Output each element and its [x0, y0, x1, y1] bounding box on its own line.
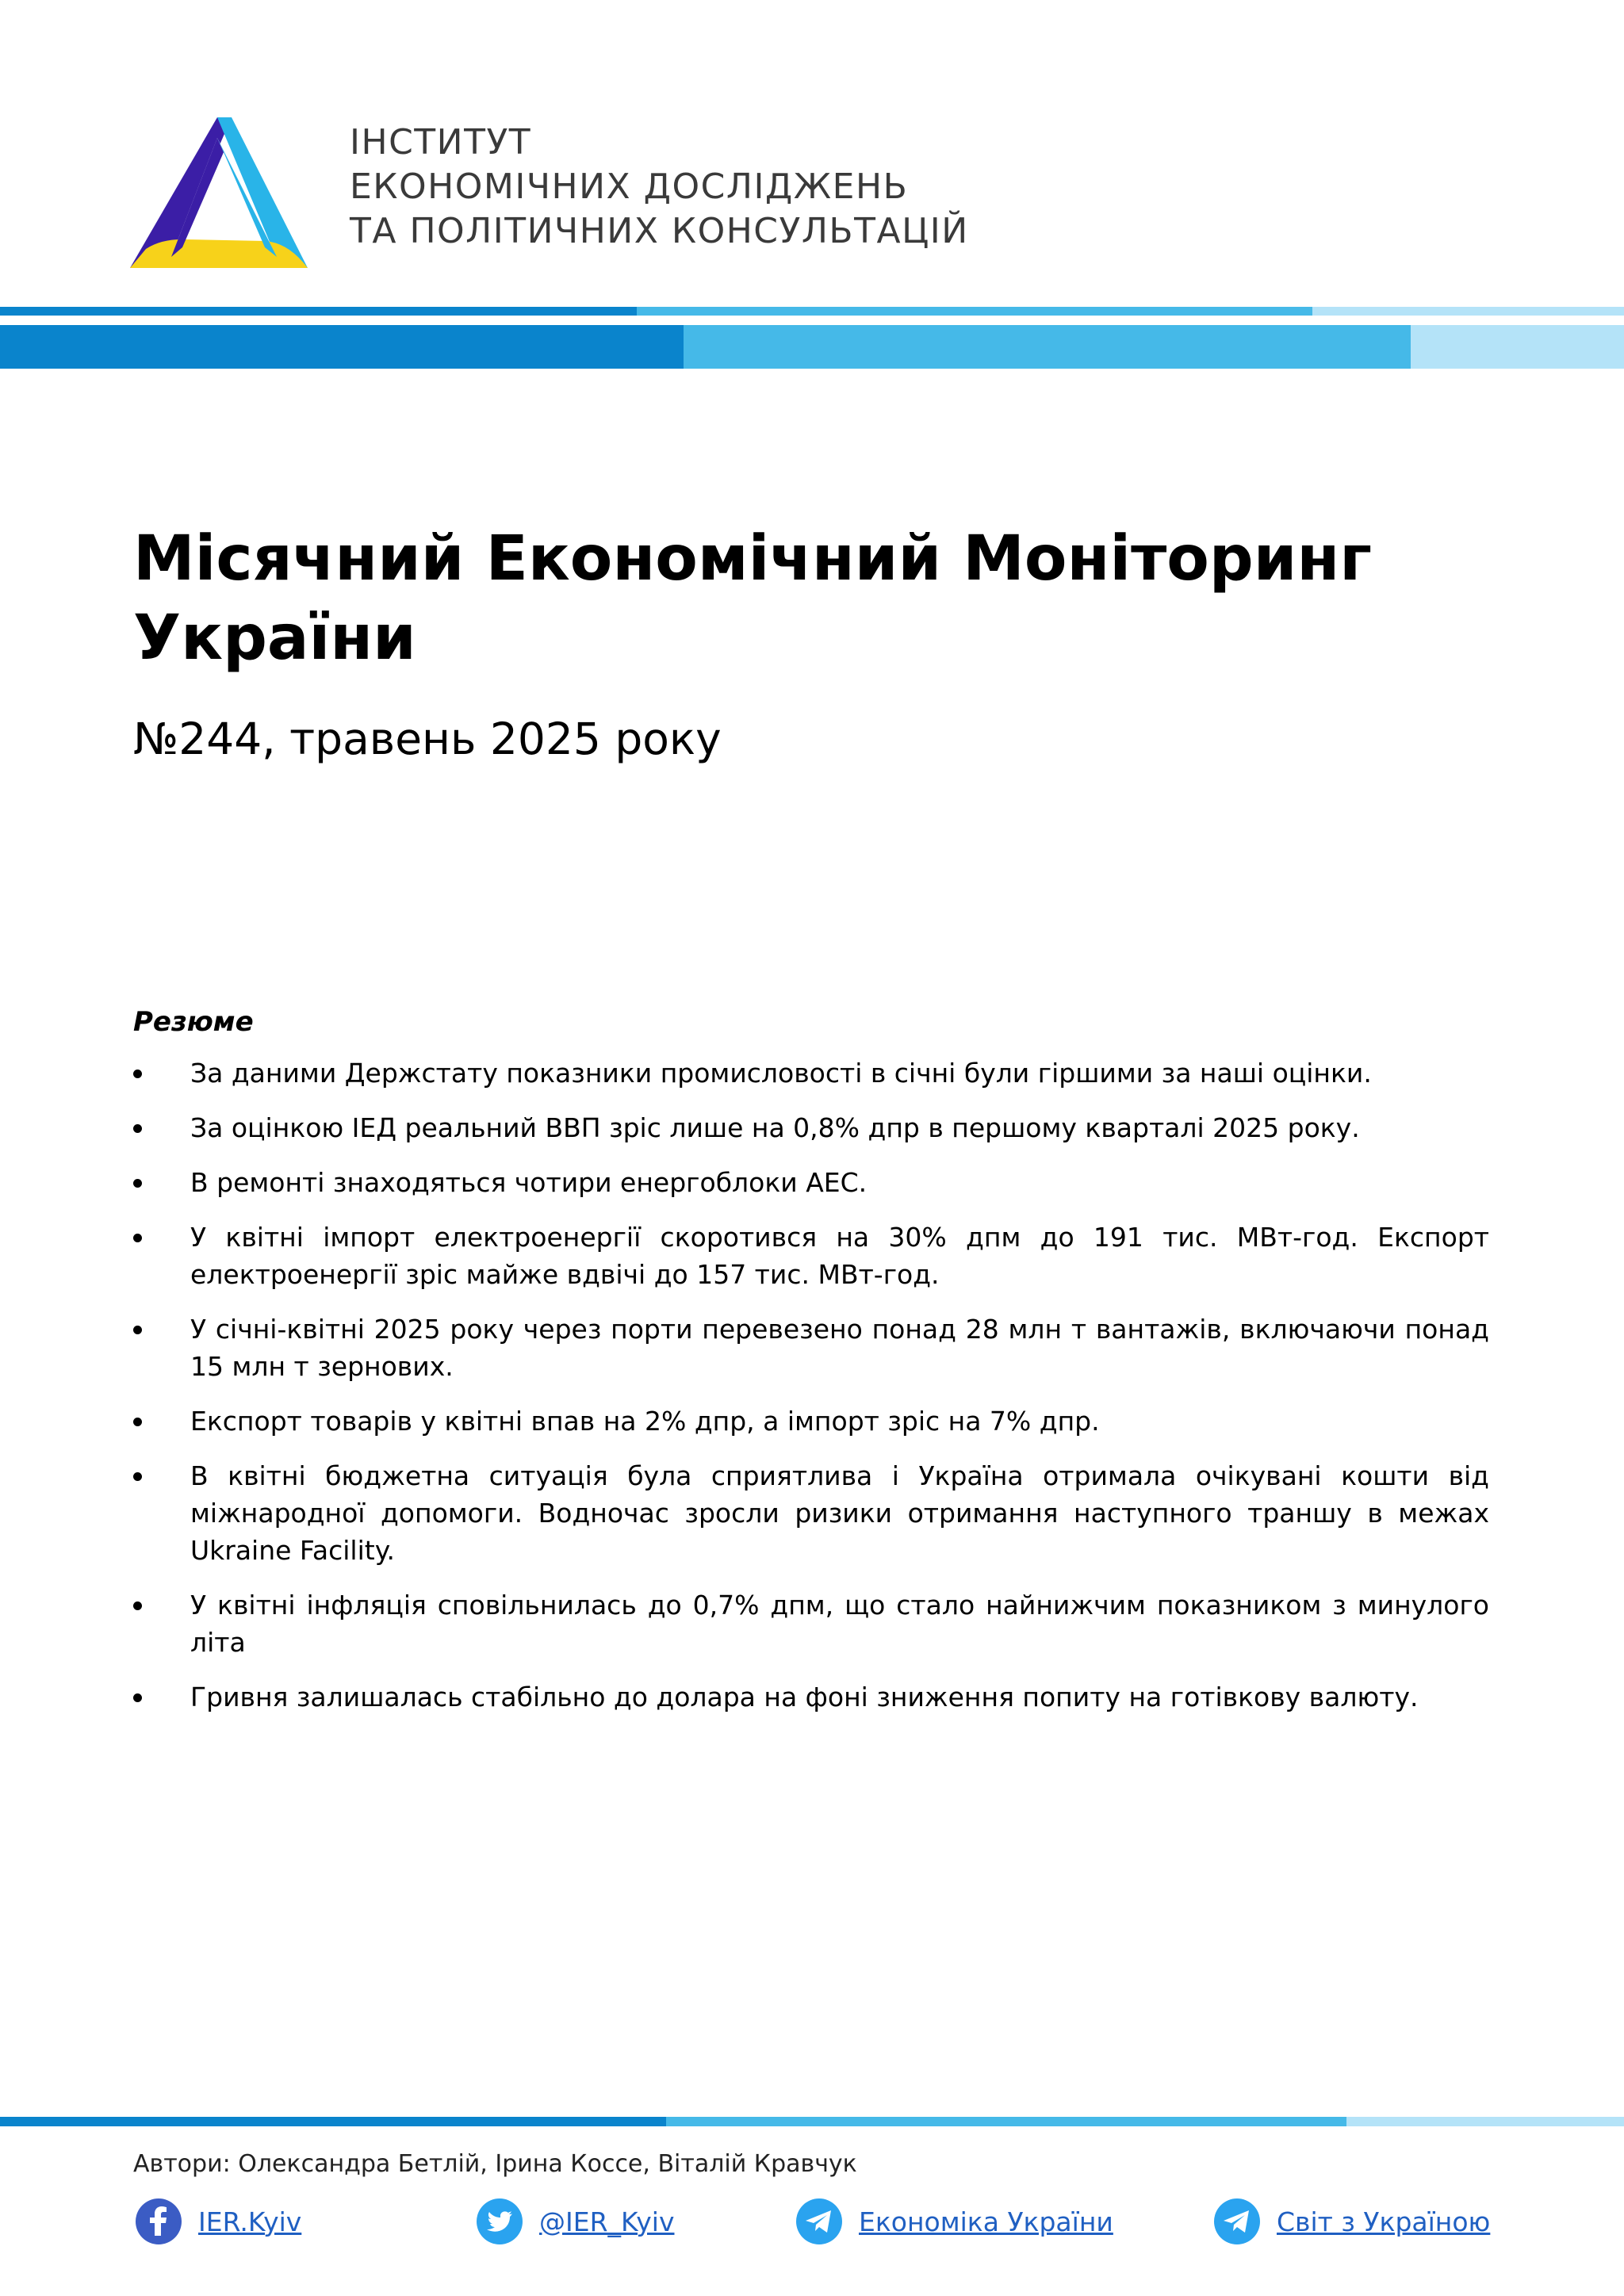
bullet-icon [133, 1693, 142, 1702]
summary-heading: Резюме [133, 1006, 254, 1038]
bullet-icon [133, 1418, 142, 1426]
header-stripe-thick-light [1411, 325, 1624, 369]
list-item-text: За оцінкою ІЕД реальний ВВП зріс лише на 0,8% дпр в першому кварталі 2025 року. [190, 1112, 1360, 1143]
facebook-icon [135, 2198, 182, 2245]
list-item-text: За даними Держстату показники промисловості в січні були гіршими за наші оцінки. [190, 1058, 1372, 1089]
social-link-twitter[interactable] [476, 2196, 674, 2247]
institute-name-line-3: ТА ПОЛІТИЧНИХ КОНСУЛЬТАЦІЙ [350, 211, 969, 251]
list-item [133, 1219, 1489, 1293]
triangle-logo-icon [130, 116, 308, 271]
header-stripe-thin-mid [637, 307, 1312, 316]
list-item [133, 1457, 1489, 1569]
bullet-icon [133, 1472, 142, 1481]
footer-stripe-mid [666, 2117, 1346, 2126]
list-item [133, 1311, 1489, 1385]
social-link-label[interactable]: Економіка України [859, 2206, 1113, 2237]
list-item [133, 1109, 1489, 1146]
bullet-icon [133, 1179, 142, 1188]
list-item-text: Експорт товарів у квітні впав на 2% дпр, а імпорт зріс на 7% дпр. [190, 1406, 1100, 1437]
page-title: Місячний Економічний Моніторинг України [133, 523, 1373, 674]
list-item-text: У січні-квітні 2025 року через порти перевезено понад 28 млн т вантажів, включаючи понад 15 млн т зернових. [190, 1314, 1489, 1382]
list-item-text: Гривня залишалась стабільно до долара на фоні зниження попиту на готівкову валюту. [190, 1682, 1419, 1712]
header-stripe-thick-dark [0, 325, 684, 369]
list-item [133, 1164, 1489, 1201]
social-link-label[interactable]: @IER_Kyiv [539, 2206, 675, 2237]
list-item-text: В ремонті знаходяться чотири енергоблоки АЕС. [190, 1167, 868, 1198]
bullet-icon [133, 1601, 142, 1610]
social-link-label[interactable]: Світ з Україною [1277, 2206, 1491, 2237]
bullet-icon [133, 1326, 142, 1334]
footer-stripe-light [1346, 2117, 1624, 2126]
social-link-label[interactable]: IER.Kyiv [198, 2206, 302, 2237]
institute-name [350, 121, 969, 254]
social-link-telegram-economy[interactable] [795, 2196, 1113, 2247]
summary-list [133, 1054, 1489, 1733]
bullet-icon [133, 1070, 142, 1078]
telegram-icon [795, 2198, 843, 2245]
header-stripe-thick-mid [684, 325, 1411, 369]
twitter-icon [476, 2198, 523, 2245]
list-item [133, 1402, 1489, 1440]
header-stripe-thin-light [1312, 307, 1624, 316]
list-item [133, 1054, 1489, 1092]
social-link-telegram-world[interactable] [1213, 2196, 1490, 2247]
list-item-text: В квітні бюджетна ситуація була сприятлива і Україна отримала очікувані кошти від міжнародної допомоги. Водночас зросли ризики отримання наступного траншу в межах Ukraine Facility. [190, 1460, 1489, 1566]
list-item [133, 1678, 1489, 1716]
footer-stripe-dark [0, 2117, 666, 2126]
authors-line: Автори: Олександра Бетлій, Ірина Коссе, Віталій Кравчук [133, 2150, 857, 2178]
list-item-text: У квітні інфляція сповільнилась до 0,7% дпм, що стало найнижчим показником з минулого літа [190, 1590, 1489, 1658]
list-item-text: У квітні імпорт електроенергії скоротився на 30% дпм до 191 тис. МВт-год. Експорт електроенергії зріс майже вдвічі до 157 тис. МВт-год. [190, 1222, 1489, 1290]
issue-number: №244, травень 2025 року [133, 714, 722, 764]
institute-name-line-1: ІНСТИТУТ [350, 122, 532, 163]
telegram-icon [1213, 2198, 1261, 2245]
social-link-facebook[interactable] [135, 2196, 301, 2247]
bullet-icon [133, 1124, 142, 1133]
institute-name-line-2: ЕКОНОМІЧНИХ ДОСЛІДЖЕНЬ [350, 166, 909, 207]
list-item [133, 1586, 1489, 1661]
bullet-icon [133, 1234, 142, 1242]
header-stripe-thin-dark [0, 307, 637, 316]
